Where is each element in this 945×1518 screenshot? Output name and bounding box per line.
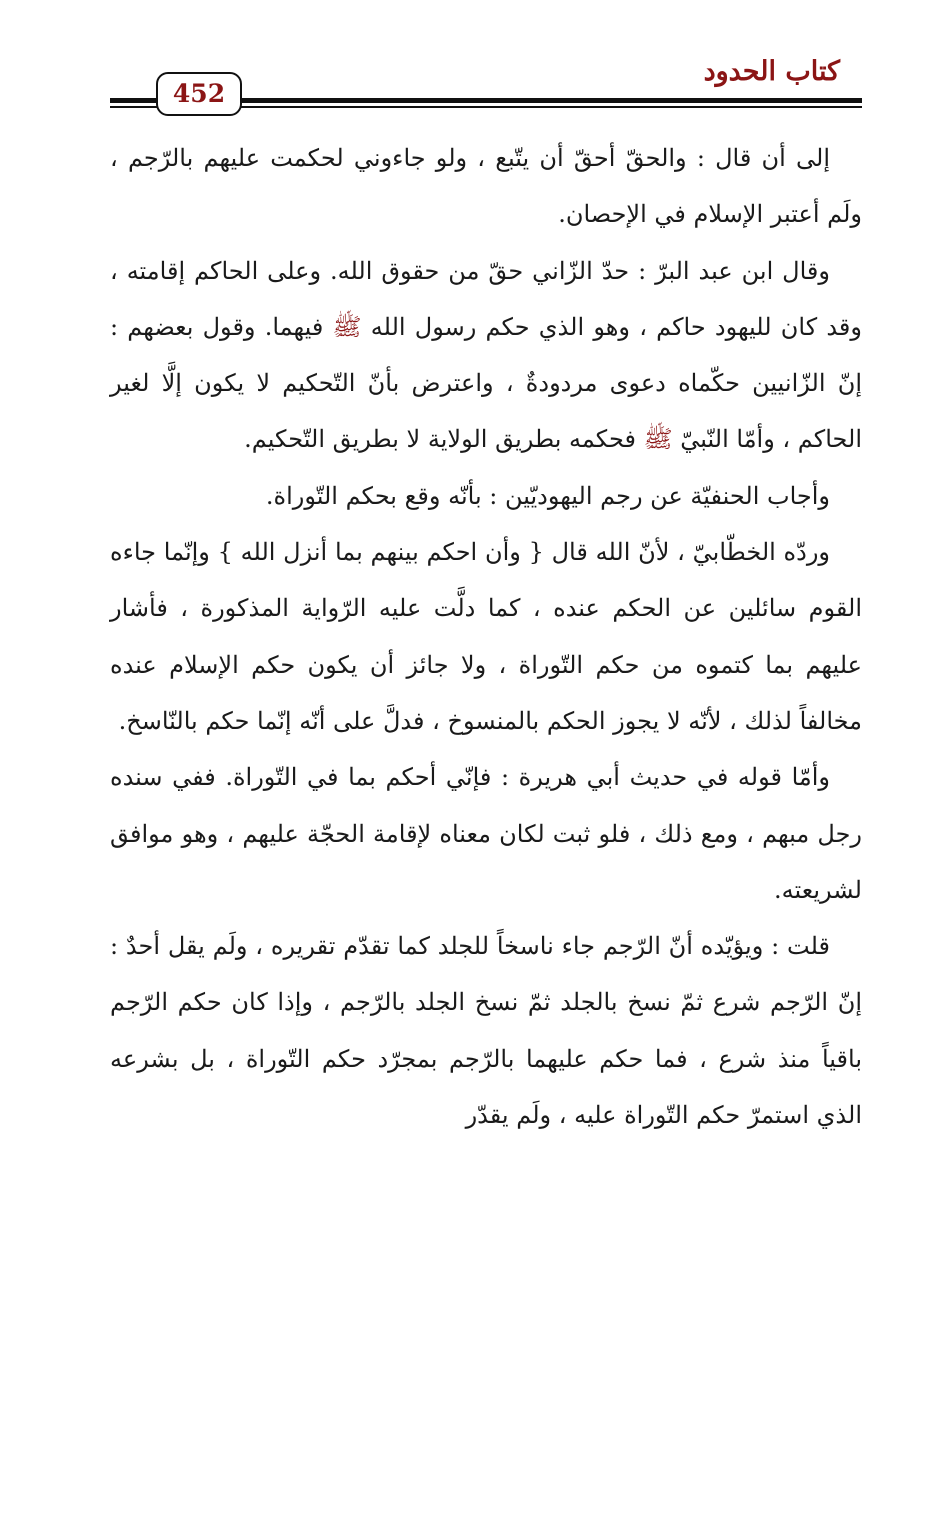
honorific-glyph-1: ﷺ [332,312,362,341]
paragraph-2-part-b: فيهما. وقول بعضهم : إنّ الزّانيين حكّماه دعوى مردودةٌ ، واعترض بأنّ التّحكيم لا يكون إلَّا لغير الحاكم ، وأمّا النّبيّ [110,312,862,454]
paragraph-2 [110,243,862,468]
paragraph-2-part-a: وقال ابن عبد البرّ : حدّ الزّاني حقّ من حقوق الله. وعلى الحاكم إقامته ، وقد كان لليهود حاكم ، وهو الذي حكم رسول الله [110,256,862,341]
page-header [110,52,862,122]
paragraph-6: قلت : ويؤيّده أنّ الرّجم جاء ناسخاً للجلد كما تقدّم تقريره ، ولَم يقل أحدٌ : إنّ الرّجم شرع ثمّ نسخ بالجلد ثمّ نسخ الجلد بالرّجم ، وإذا كان حكم الرّجم باقياً منذ شرع ، فما حكم عليهما بالرّجم بمجرّد حكم التّوراة ، بل بشرعه الذي استمرّ حكم التّوراة عليه ، ولَم يقدّر [110,932,862,1130]
paragraph-1: إلى أن قال : والحقّ أحقّ أن يتّبع ، ولو جاءوني لحكمت عليهم بالرّجم ، ولَم أعتبر الإسلام في الإحصان. [110,144,862,229]
paragraph-2-part-c: فحكمه بطريق الولاية لا بطريق التّحكيم. [244,425,636,454]
paragraph-3: وأجاب الحنفيّة عن رجم اليهوديّين : بأنّه وقع بحكم التّوراة. [265,481,830,510]
page-body [110,130,862,1380]
paragraph-5: وأمّا قوله في حديث أبي هريرة : فإنّي أحكم بما في التّوراة. ففي سنده رجل مبهم ، ومع ذلك ، فلو ثبت لكان معناه لإقامة الحجّة عليهم ، وهو موافق لشريعته. [110,763,862,904]
book-title: كتاب الحدود [703,56,840,87]
honorific-glyph-2: ﷺ [643,425,673,454]
page-number: 452 [156,72,242,116]
paragraph-4: وردّه الخطّابيّ ، لأنّ الله قال { وأن احكم بينهم بما أنزل الله } وإنّما جاءه القوم سائلين عن الحكم عنده ، كما دلَّت عليه الرّواية المذكورة ، فأشار عليهم بما كتموه من حكم التّوراة ، ولا جائز أن يكون حكم الإسلام عنده مخالفاً لذلك ، لأنّه لا يجوز الحكم بالمنسوخ ، فدلَّ على أنّه إنّما حكم بالنّاسخ. [110,538,862,735]
